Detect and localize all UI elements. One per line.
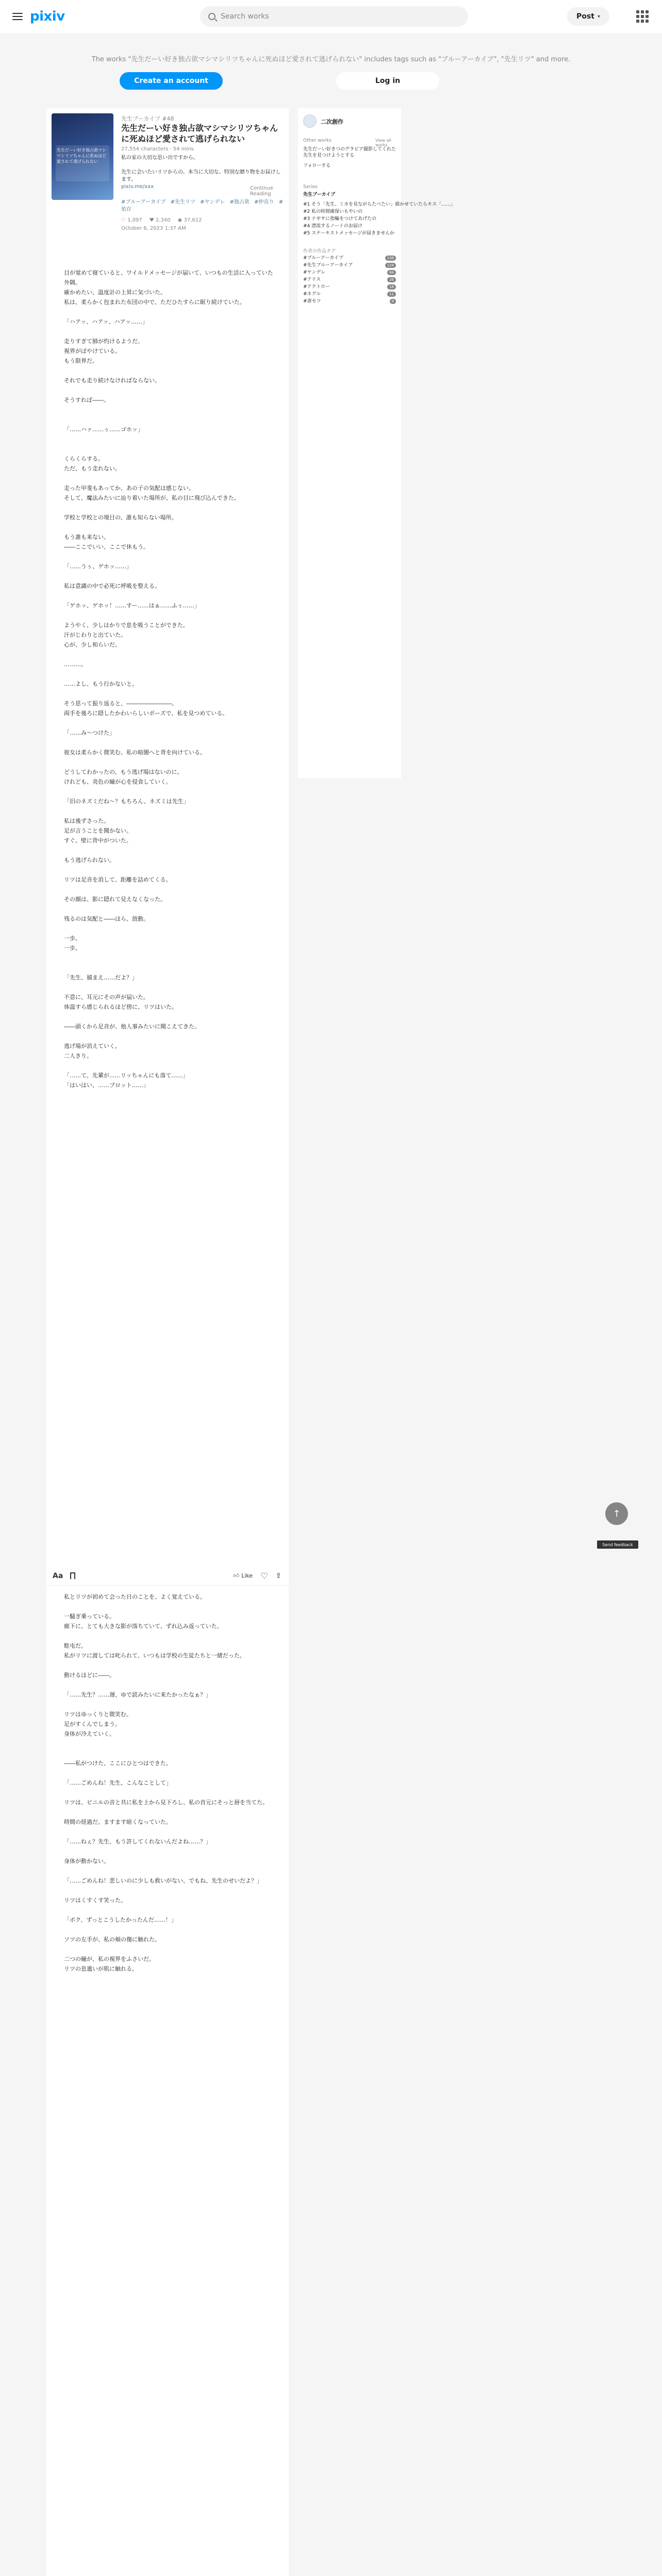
body-paragraph xyxy=(64,385,275,395)
body-paragraph xyxy=(64,738,275,748)
tag-item[interactable]: #依存 xyxy=(121,199,283,212)
body-paragraph xyxy=(64,904,275,914)
body-paragraph: 一騒ぎ乗っている。 xyxy=(64,1613,115,1620)
body-paragraph xyxy=(64,1012,275,1022)
body-paragraph: 足が言うことを聞かない。 xyxy=(64,827,132,834)
series-name[interactable]: 先生ブーカイブ xyxy=(303,192,336,197)
body-paragraph xyxy=(64,503,275,513)
body-paragraph: すぐ、壁に背中がついた。 xyxy=(64,837,132,844)
body-paragraph xyxy=(64,522,275,532)
body-paragraph xyxy=(64,953,275,963)
body-paragraph: 動けるほどに――。 xyxy=(64,1672,115,1679)
author-tag-item[interactable]: #先生ブルーアーカイブ 124 xyxy=(303,262,396,269)
reader-toolbar xyxy=(46,1566,289,1586)
author-tag-list xyxy=(303,255,396,305)
body-paragraph: 「……て、先輩が……リッちゃんにも落て……」 xyxy=(64,1072,189,1079)
body-paragraph: 足がすくんでしまう。 xyxy=(64,1721,121,1727)
body-paragraph: 「ゲホッ、ゲホッ！……すー……はぁ……ふぅ……」 xyxy=(64,602,200,609)
body-paragraph: もう逃げられない。 xyxy=(64,857,115,863)
body-paragraph: ただ、もう走れない。 xyxy=(64,465,121,472)
body-paragraph: ――私がつけた、ここにひとつはできた。 xyxy=(64,1760,172,1767)
body-paragraph xyxy=(64,307,275,317)
body-paragraph: 「旧のネズミだね～？もちろん、ネズミは先生」 xyxy=(64,798,189,805)
body-paragraph xyxy=(64,552,275,562)
body-paragraph xyxy=(64,444,275,454)
body-paragraph: 不意に、耳元にその声が届いた。 xyxy=(64,994,149,1001)
author-tags-heading: 作者の作品タグ xyxy=(303,249,336,254)
body-paragraph: ――頭くから足音が、他人事みたいに聞こえてきた。 xyxy=(64,1023,200,1030)
body-paragraph xyxy=(64,1905,275,1915)
body-paragraph xyxy=(64,571,275,581)
body-paragraph: それでも走り続けなければならない。 xyxy=(64,377,160,384)
other-works-heading: Other works xyxy=(303,138,332,143)
tag-item[interactable]: #ブルーアーカイブ xyxy=(121,199,166,205)
body-paragraph xyxy=(64,1061,275,1071)
body-paragraph: 「……ごめんね！悲しいのに少しも救いがない、でもね、先生のせいだよ？」 xyxy=(64,1877,262,1884)
body-paragraph xyxy=(64,1700,275,1709)
body-paragraph: 彼女は柔らかく微笑む。私の暗闇へと背を向けている。 xyxy=(64,749,206,756)
body-paragraph xyxy=(64,689,275,699)
body-paragraph: 体温すら感じられるほど傍に、リツはいた。 xyxy=(64,1004,177,1010)
body-paragraph: 走った甲斐もあってか、あの子の気配は感じない。 xyxy=(64,485,194,492)
body-paragraph xyxy=(64,591,275,601)
body-paragraph: 確かめたい、温度計の上昇に気づいた。 xyxy=(64,289,166,296)
body-paragraph xyxy=(64,650,275,659)
tag-item[interactable]: #ヤンデレ xyxy=(200,199,225,205)
body-paragraph xyxy=(64,845,275,855)
series-list-item[interactable]: #2 私の時間確保いもやいの xyxy=(303,209,363,214)
body-paragraph: もう限界だ。 xyxy=(64,358,98,364)
body-paragraph xyxy=(64,1749,275,1758)
share-icon[interactable]: ⇪ xyxy=(275,1571,282,1580)
author-tag-item[interactable]: #ブルーアーカイブ 136 xyxy=(303,255,396,262)
scroll-to-top-button[interactable]: ↑ xyxy=(605,1502,628,1525)
description-link[interactable]: pixiv.me/xxx xyxy=(121,184,154,190)
description-text: 私の家の大切な思い出ですから。 先生に会いたいリツからの、本当に大切な、特別な贈り物をお届けします。 xyxy=(121,155,281,182)
like-button[interactable] xyxy=(234,1572,253,1579)
body-paragraph xyxy=(64,473,275,483)
body-paragraph: そうすれば――。 xyxy=(64,397,109,403)
font-size-button[interactable]: Aa xyxy=(53,1571,63,1580)
body-paragraph: 「……ねぇ？先生、もう許してくれないんだよね……？」 xyxy=(64,1838,211,1845)
body-paragraph: 「……ハァ……ぅ……ゴホッ」 xyxy=(64,426,143,433)
author-tag-item[interactable]: #書セツ 8 xyxy=(303,298,396,305)
body-paragraph: どうしてわかったの、もう逃げ場はないのに。 xyxy=(64,769,183,775)
likes-stat: ♡ 1,097 xyxy=(121,217,142,223)
body-paragraph xyxy=(64,1807,275,1817)
banner-text: The works "先生だーい好き独占欲マシマシリツちゃんに死ぬほど愛されて逃げられない" includes tags such as "ブルーアーカイブ", "先生リツ" and more. xyxy=(91,56,571,63)
pixiv-logo[interactable]: pixiv xyxy=(30,9,65,24)
tag-item[interactable]: #仲直り xyxy=(254,199,274,205)
continue-reading-link[interactable]: Continue Reading xyxy=(250,185,273,197)
body-paragraph: 私は意識の中で必死に呼吸を整える。 xyxy=(64,583,160,589)
top-header xyxy=(0,0,662,33)
novel-main xyxy=(46,108,289,2576)
body-paragraph xyxy=(64,924,275,934)
novel-body-part-1 xyxy=(64,268,275,1090)
signup-banner xyxy=(0,33,662,100)
body-paragraph xyxy=(64,405,275,415)
body-paragraph xyxy=(64,963,275,973)
views-stat: ◉ 37,612 xyxy=(177,217,202,223)
body-paragraph: リツはくすくす笑った。 xyxy=(64,1897,126,1904)
apps-grid-icon[interactable] xyxy=(636,10,649,23)
series-list-item[interactable]: #5 ステーキストメッセージが届きませんか xyxy=(303,231,395,236)
body-paragraph xyxy=(64,1788,275,1798)
bookmark-icon[interactable] xyxy=(70,1572,75,1579)
thumb-up-icon: 👍︎ xyxy=(233,1572,240,1579)
body-paragraph: 逃げ場が消えていく。 xyxy=(64,1043,121,1049)
body-paragraph: 視界がぼやけている。 xyxy=(64,348,121,354)
body-paragraph xyxy=(64,885,275,894)
body-paragraph: ――ここでいい、ここで休もう。 xyxy=(64,544,149,550)
novel-cover-image[interactable] xyxy=(52,113,113,200)
author-avatar[interactable] xyxy=(303,114,317,128)
series-list-item[interactable]: #3 ナギサに指輪をつけてあげたの xyxy=(303,216,377,222)
body-paragraph: 両手を後ろに隠したかわいらしいポーズで、私を見つめている。 xyxy=(64,710,228,717)
body-paragraph: 心が、少し和らいだ。 xyxy=(64,641,121,648)
body-paragraph: 目が覚めて寝ていると、ワイルドメッセージが届いて、いつもの生活に入っていた外隅。 xyxy=(64,269,273,286)
search-icon xyxy=(208,13,216,20)
body-paragraph: 走りすぎて肺が灼けるようだ。 xyxy=(64,338,143,345)
body-paragraph: 「ボク、ずっとこうしたかったんだ……！」 xyxy=(64,1917,177,1923)
search-bar[interactable] xyxy=(200,6,468,27)
body-paragraph xyxy=(64,1827,275,1837)
publish-date: October 6, 2023 1:37 AM xyxy=(121,226,186,231)
body-paragraph: 時間の経過だ。ますます暗くなっていた。 xyxy=(64,1819,172,1825)
post-label: Post xyxy=(576,12,594,21)
character-count: 27,554 characters · 54 mins xyxy=(121,146,194,152)
author-name[interactable]: 二次創作 xyxy=(321,118,343,125)
body-paragraph: 「……先生？……遅、ゆで読みたいに来たかったなぁ？」 xyxy=(64,1691,211,1698)
body-paragraph: 「……み～つけた」 xyxy=(64,730,115,736)
body-paragraph xyxy=(64,1866,275,1876)
body-paragraph xyxy=(64,757,275,767)
body-paragraph: 学校と学校との境目の、誰も知らない場所。 xyxy=(64,514,177,521)
body-paragraph xyxy=(64,611,275,620)
body-paragraph xyxy=(64,415,275,425)
series-list xyxy=(303,201,455,237)
body-paragraph xyxy=(64,434,275,444)
series-list-item[interactable]: #1 そう「先生、ミカを見ながらたべたい」描かせていたらキス「……」 xyxy=(303,202,455,207)
body-paragraph: くらくらする。 xyxy=(64,455,104,462)
body-paragraph: 二人きり。 xyxy=(64,1053,92,1059)
body-paragraph: そして、魔法みたいに辿り着いた場所が、私の目に飛び込んできた。 xyxy=(64,495,240,501)
body-paragraph: 身体が動かない。 xyxy=(64,1858,109,1865)
body-paragraph: ………。 xyxy=(64,661,87,668)
series-label[interactable]: 先生ブーカイブ #48 xyxy=(121,115,174,122)
login-button[interactable]: Log in xyxy=(336,72,439,90)
series-list-item[interactable]: #4 漂流するノートのお届け xyxy=(303,224,362,229)
body-paragraph: リツは足音を消して、距離を詰めてくる。 xyxy=(64,876,172,883)
other-work-item[interactable]: 先生だーい好きつのグラビア撮影してくれた先生を見つけようとする xyxy=(303,147,396,158)
body-paragraph: 「ハアッ、ハアッ、ハアッ……」 xyxy=(64,318,148,325)
body-paragraph: けれども、炎色の瞳が心を侵食していく。 xyxy=(64,778,172,785)
post-button[interactable] xyxy=(567,7,609,26)
create-account-button[interactable]: Create an account xyxy=(120,72,223,90)
body-paragraph: 汗がじわりと出ていた。 xyxy=(64,632,126,638)
body-paragraph: 残るのは気配と――ほら、鼓動。 xyxy=(64,916,149,922)
feedback-button[interactable]: Send feedback xyxy=(597,1540,638,1549)
bookmarks-stat: ♥ 2,340 xyxy=(149,217,171,223)
tag-list xyxy=(121,199,284,213)
like-label: Like xyxy=(241,1572,253,1579)
body-paragraph: 二つの瞳が、私の視界をふさいだ。 xyxy=(64,1956,155,1962)
body-paragraph xyxy=(64,1846,275,1856)
follow-button[interactable]: フォローする xyxy=(303,163,331,168)
body-paragraph: 私は後ずさった。 xyxy=(64,818,109,824)
author-sidebar xyxy=(298,108,455,778)
body-paragraph xyxy=(64,1680,275,1690)
body-paragraph: ようやく、少しはかりで息を吸うことができた。 xyxy=(64,622,189,629)
cover-title: 先生だーい好き独占欲マシマシリツちゃんに死ぬほど愛されて逃げられない xyxy=(57,148,106,164)
body-paragraph xyxy=(64,1768,275,1778)
body-paragraph: リツはゆっくりと微笑む。 xyxy=(64,1711,132,1718)
body-paragraph xyxy=(64,669,275,679)
tag-item[interactable]: #独占欲 xyxy=(229,199,250,205)
body-paragraph xyxy=(64,1925,275,1935)
novel-body-part-2 xyxy=(64,1592,275,1974)
body-paragraph: 私は、柔らかく包まれた布団の中で、ただひたすらに眠り続けていた。 xyxy=(64,299,245,306)
body-paragraph: もう誰も来ない。 xyxy=(64,534,109,540)
body-paragraph xyxy=(64,366,275,376)
body-paragraph xyxy=(64,1631,275,1641)
body-paragraph xyxy=(64,1660,275,1670)
body-paragraph: 廊下に、とても大きな影が落ちていて、ずれ込み返っていた。 xyxy=(64,1623,223,1630)
body-paragraph: ……よし、もう行かないと。 xyxy=(64,681,138,687)
body-paragraph xyxy=(64,718,275,728)
body-paragraph xyxy=(64,1739,275,1749)
body-paragraph xyxy=(64,327,275,336)
chevron-down-icon: ▾ xyxy=(597,13,600,20)
body-paragraph xyxy=(64,1031,275,1041)
body-paragraph: 一歩。 xyxy=(64,935,81,942)
body-paragraph: 駐屯だ。 xyxy=(64,1642,87,1649)
view-all-link[interactable]: View all works xyxy=(375,138,391,147)
body-paragraph xyxy=(64,1602,275,1612)
body-paragraph: 一歩。 xyxy=(64,945,81,952)
body-paragraph: 「……ごめんね！先生、こんなことして」 xyxy=(64,1780,172,1786)
menu-icon[interactable] xyxy=(12,13,23,20)
body-paragraph xyxy=(64,806,275,816)
stats-row xyxy=(121,217,202,223)
heart-icon[interactable]: ♡ xyxy=(260,1571,268,1581)
tag-item[interactable]: #先生リツ xyxy=(170,199,195,205)
body-paragraph xyxy=(64,982,275,992)
search-placeholder: Search works xyxy=(221,12,269,21)
body-paragraph: 私とリツが初めて会った日のことを、よく覚えている。 xyxy=(64,1594,206,1600)
body-paragraph: 「はいはい、……プロット……」 xyxy=(64,1082,149,1089)
author-tag-item[interactable]: #ヤンデレ 84 xyxy=(303,269,396,276)
body-paragraph: リツの息遣いが肌に触れる。 xyxy=(64,1965,138,1972)
body-paragraph: 「先生、捕まえ……だよ？」 xyxy=(64,974,138,981)
body-paragraph xyxy=(64,865,275,875)
body-paragraph: 私がリツに渡しては叱られて、いつもは学校の生徒たちと一緒だった。 xyxy=(64,1652,245,1659)
author-tag-item[interactable]: #アリス 26 xyxy=(303,276,396,283)
body-paragraph: 「……うぅ、ゲホッ……」 xyxy=(64,563,132,570)
body-paragraph xyxy=(64,1944,275,1954)
body-paragraph xyxy=(64,1886,275,1895)
series-heading: Series xyxy=(303,184,318,190)
novel-title: 先生だーい好き独占欲マシマシリツちゃんに死ぬほど愛されて逃げられない xyxy=(121,123,278,144)
author-tag-item[interactable]: #アクトロー 16 xyxy=(303,283,396,291)
body-paragraph: リツは、ビニルの音と共に私を上から見下ろし、私の首元にそっと唇を当てた。 xyxy=(64,1799,268,1806)
body-paragraph: その顔は、影に隠れて見えなくなった。 xyxy=(64,896,166,903)
body-paragraph: 身体が冷えていく。 xyxy=(64,1731,115,1737)
body-paragraph: ソツの左手が、私の頬の傷に触れた。 xyxy=(64,1936,160,1943)
author-tag-item[interactable]: #ネグル 11 xyxy=(303,291,396,298)
body-paragraph: そう思って振り返ると、――――――――。 xyxy=(64,700,177,707)
body-paragraph xyxy=(64,787,275,796)
